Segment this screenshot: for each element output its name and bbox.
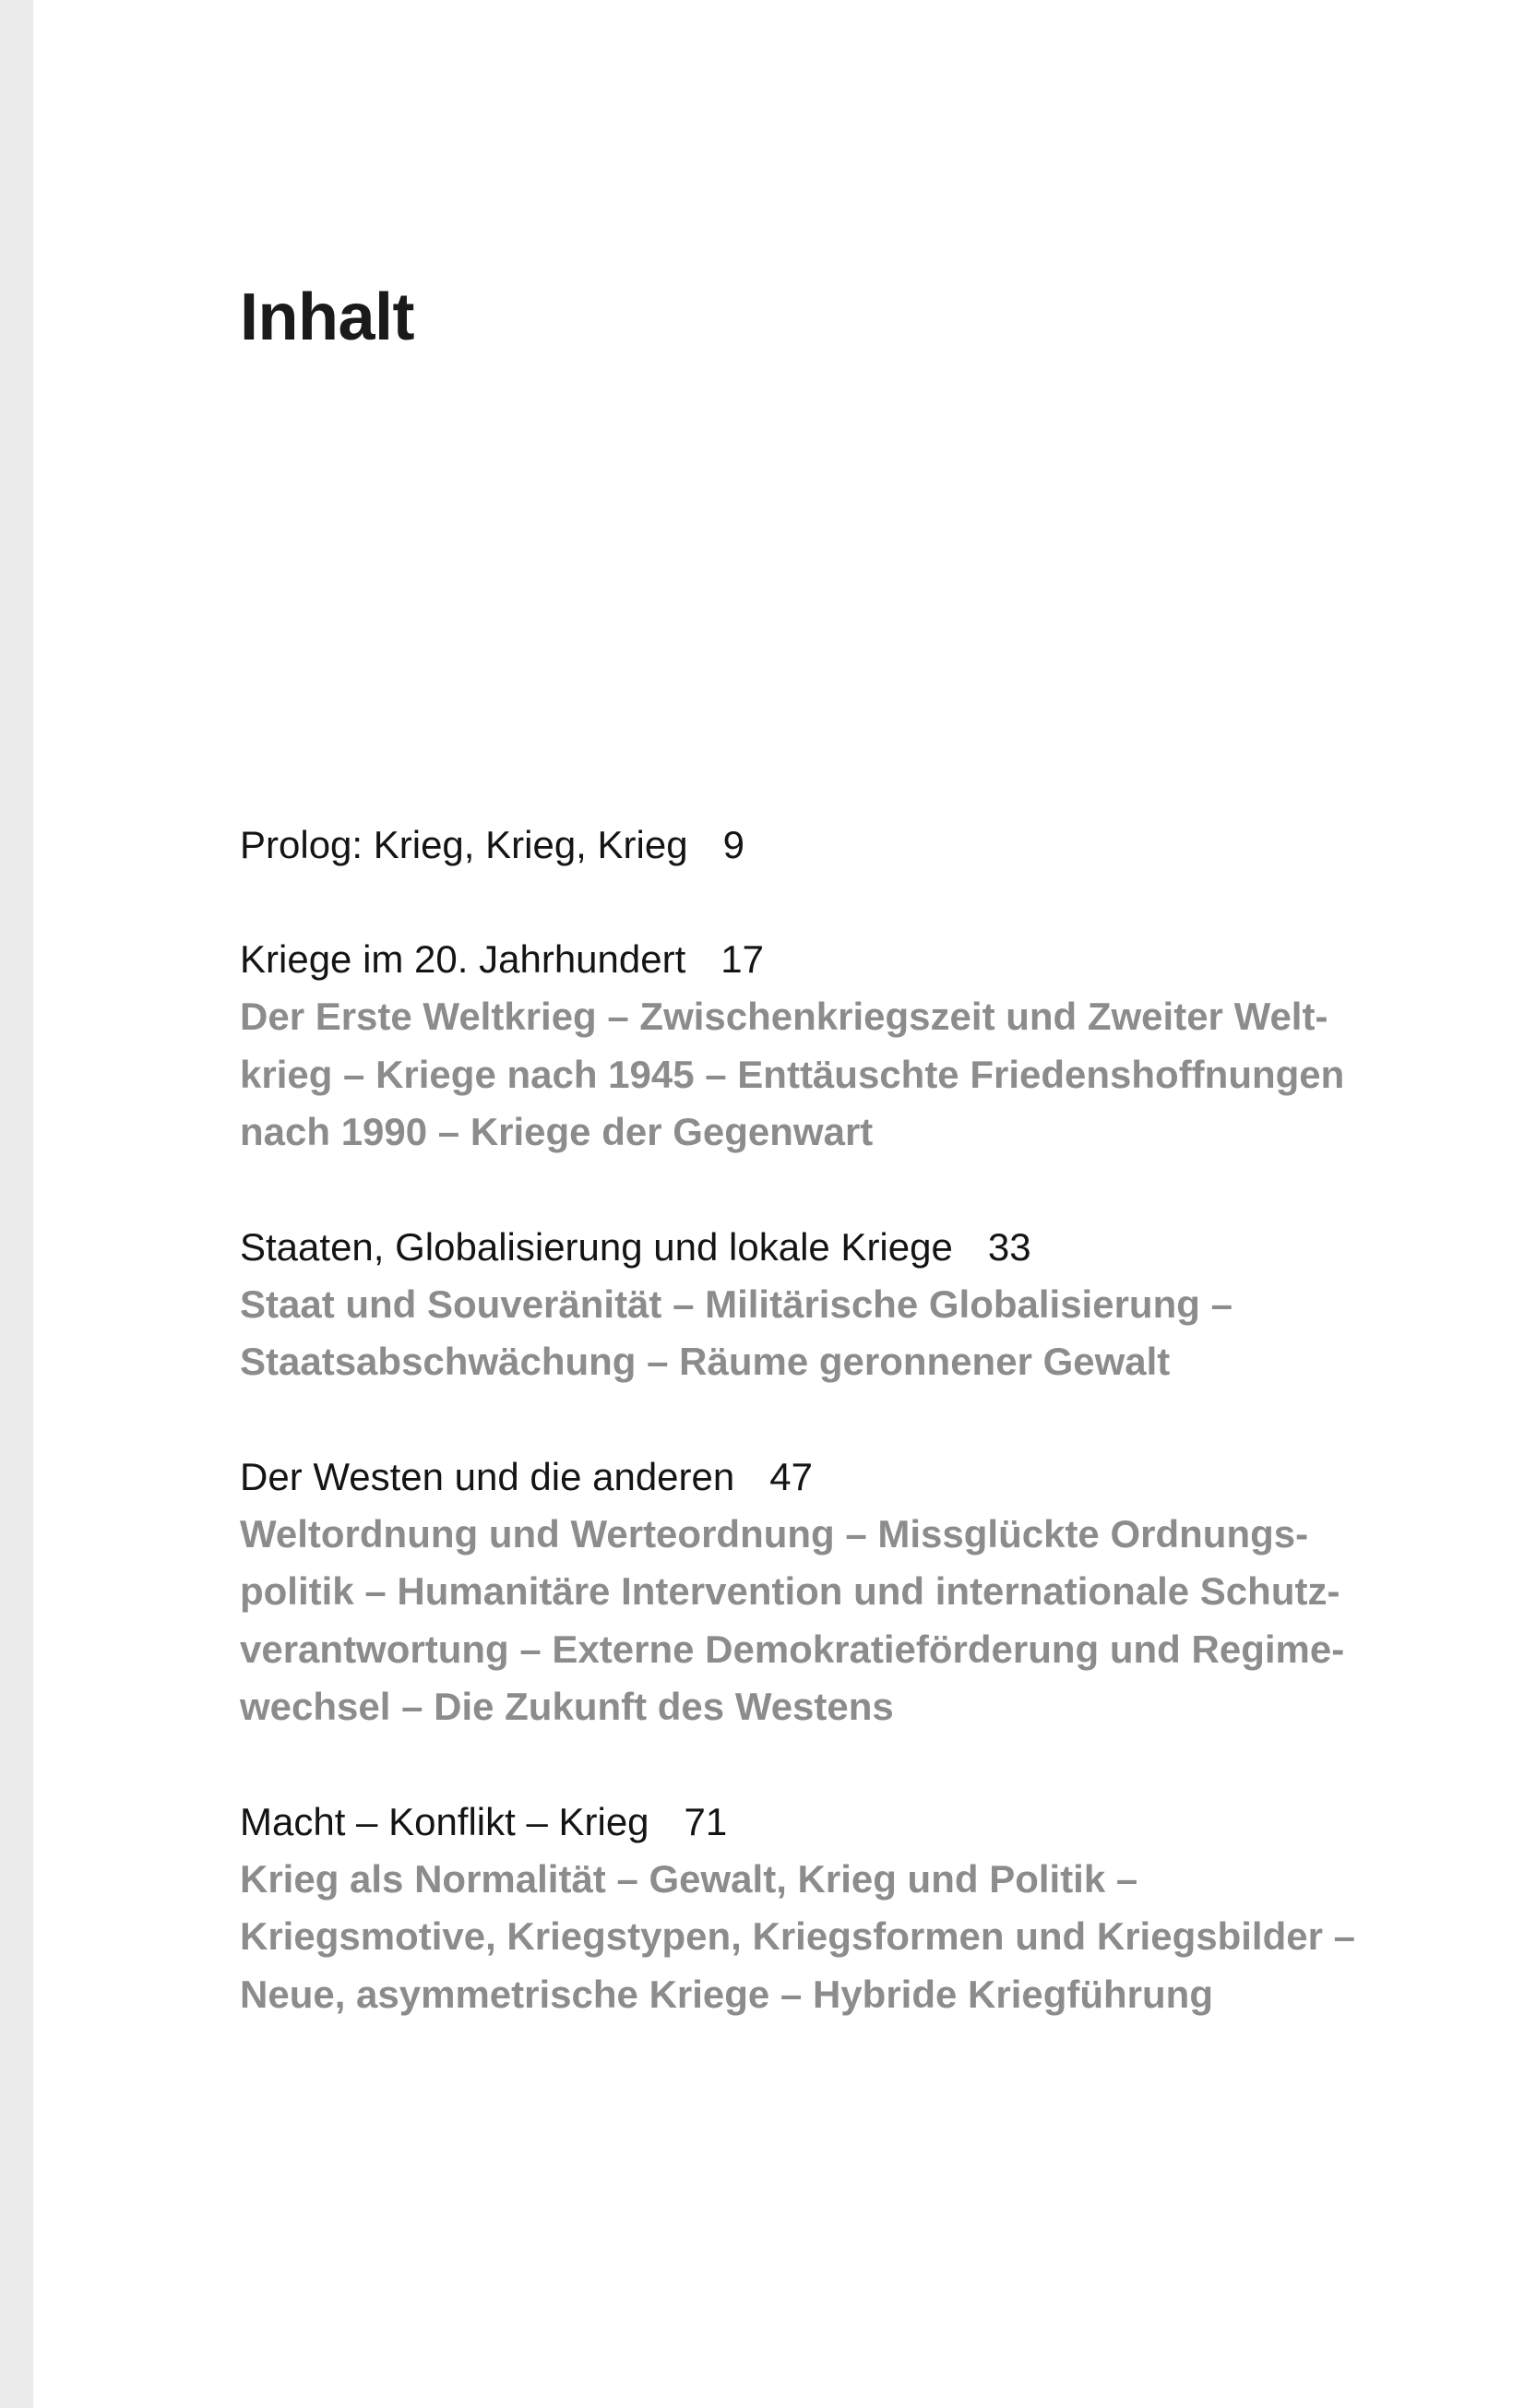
toc-entry-heading[interactable] xyxy=(240,931,1310,988)
toc-entry-heading[interactable] xyxy=(240,1794,1310,1851)
toc-entry-page-number: 47 xyxy=(769,1454,813,1498)
toc-entry-subtopics xyxy=(240,988,1345,1162)
toc-entry-subtopics xyxy=(240,1506,1345,1736)
subtopic-line: Krieg als Normalität – Gewalt, Krieg und Politik – xyxy=(240,1856,1138,1901)
toc-entry-prolog xyxy=(240,817,1310,874)
toc-entry-page-number: 17 xyxy=(720,937,764,981)
toc-entry-page-number: 33 xyxy=(987,1224,1031,1269)
page-edge-strip xyxy=(0,0,33,2408)
subtopic-line: Der Erste Weltkrieg – Zwischenkriegszeit und Zweiter Welt- xyxy=(240,995,1328,1038)
toc-entry-page-number: 9 xyxy=(722,823,744,866)
toc-entry-macht-konflikt-krieg xyxy=(240,1794,1355,2024)
page-title: Inhalt xyxy=(240,280,414,354)
subtopic-line: Kriegsmotive, Kriegstypen, Kriegsformen und Kriegsbilder – xyxy=(240,1914,1355,1958)
toc-entry-title: Kriege im 20. Jahrhundert xyxy=(240,937,686,981)
subtopic-line: Weltordnung und Werteordnung – Missglückte Ordnungs- xyxy=(240,1511,1309,1556)
subtopic-line: nach 1990 – Kriege der Gegenwart xyxy=(240,1110,874,1153)
toc-entry-heading[interactable] xyxy=(240,1448,1310,1506)
toc-entry-title: Macht – Konflikt – Krieg xyxy=(240,1799,649,1843)
table-of-contents xyxy=(240,817,1355,2080)
toc-entry-kriege-20-jahrhundert xyxy=(240,931,1345,1162)
toc-entry-subtopics xyxy=(240,1276,1310,1391)
toc-entry-heading[interactable] xyxy=(240,1219,1310,1276)
subtopic-line: wechsel – Die Zukunft des Westens xyxy=(240,1685,894,1728)
toc-entry-westen-und-andere xyxy=(240,1448,1345,1736)
subtopic-line: Staat und Souveränität – Militärische Globalisierung – xyxy=(240,1281,1232,1326)
toc-entry-title: Prolog: Krieg, Krieg, Krieg xyxy=(240,823,688,866)
subtopic-line: Staatsabschwächung – Räume geronnener Gewalt xyxy=(240,1340,1171,1383)
toc-entry-heading[interactable] xyxy=(240,817,1310,874)
toc-entry-page-number: 71 xyxy=(684,1799,728,1843)
subtopic-line: krieg – Kriege nach 1945 – Enttäuschte Friedenshoffnungen xyxy=(240,1052,1345,1096)
toc-entry-title: Staaten, Globalisierung und lokale Kriege xyxy=(240,1224,953,1269)
toc-entry-staaten-globalisierung xyxy=(240,1219,1310,1391)
toc-entry-title: Der Westen und die anderen xyxy=(240,1454,735,1498)
subtopic-line: politik – Humanitäre Intervention und internationale Schutz- xyxy=(240,1569,1340,1613)
toc-entry-subtopics xyxy=(240,1851,1355,2024)
subtopic-line: verantwortung – Externe Demokratieförderung und Regime- xyxy=(240,1627,1345,1671)
subtopic-line: Neue, asymmetrische Kriege – Hybride Kriegführung xyxy=(240,1972,1213,2016)
